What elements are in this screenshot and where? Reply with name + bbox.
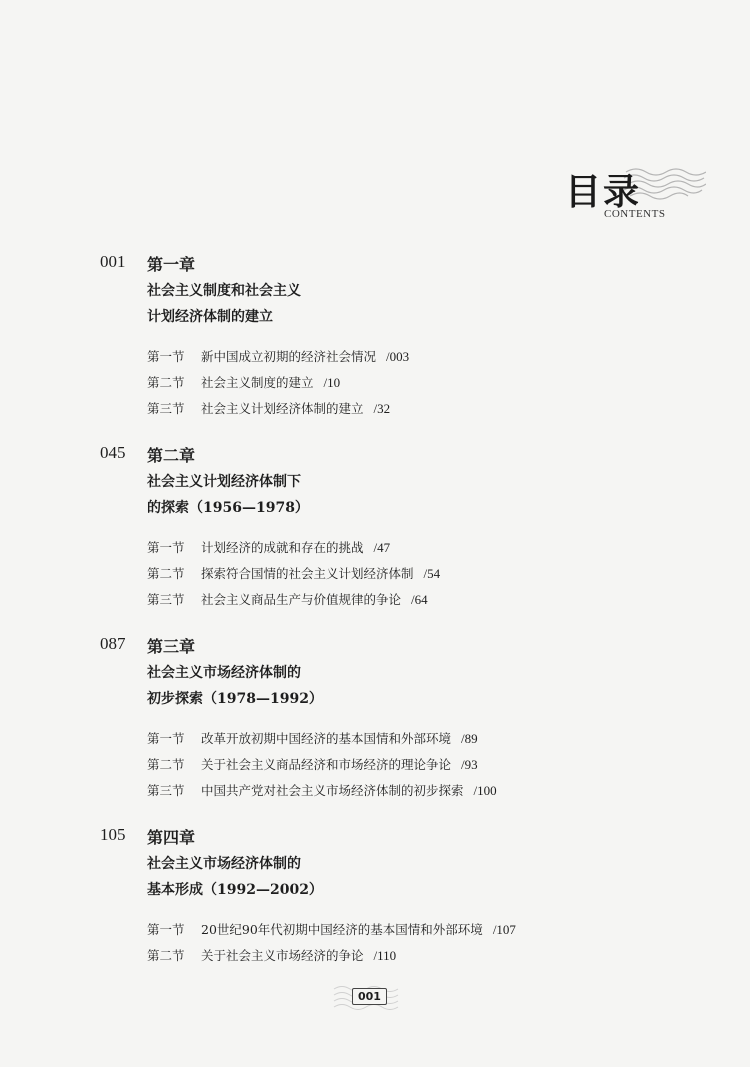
section-item (147, 943, 516, 969)
section-page: /110 (373, 948, 397, 963)
section-page: /107 (492, 922, 516, 937)
chapter-page-number: 001 (100, 252, 126, 271)
section-title: 20世纪90年代初期中国经济的基本国情和外部环境 (201, 922, 483, 937)
section-title: 新中国成立初期的经济社会情况 (201, 349, 377, 364)
chapter-title-line: 基本形成（1992—2002） (147, 882, 323, 898)
page-number-area (332, 981, 402, 1021)
contents-header (562, 158, 712, 230)
chapter-title-line: 社会主义计划经济体制下 (147, 474, 301, 490)
chapter-3 (100, 634, 497, 804)
section-label: 第一节 (147, 540, 185, 555)
section-title: 关于社会主义市场经济的争论 (201, 948, 364, 963)
chapter-label: 第三章 (147, 637, 196, 656)
section-page: /64 (411, 592, 428, 607)
section-label: 第一节 (147, 349, 185, 364)
section-title: 探索符合国情的社会主义计划经济体制 (201, 566, 414, 581)
chapter-title-line: 计划经济体制的建立 (147, 309, 273, 325)
chapter-label: 第四章 (147, 828, 196, 847)
chapter-page-number: 105 (100, 825, 126, 844)
page-title: 目录 (565, 172, 642, 213)
section-page: /003 (386, 349, 410, 364)
section-title: 关于社会主义商品经济和市场经济的理论争论 (201, 757, 452, 772)
section-label: 第二节 (147, 948, 185, 963)
section-title: 社会主义计划经济体制的建立 (201, 401, 364, 416)
chapter-title-line: 社会主义市场经济体制的 (147, 856, 301, 872)
section-label: 第二节 (147, 757, 185, 772)
section-label: 第二节 (147, 375, 185, 390)
section-label: 第三节 (147, 401, 185, 416)
section-item (147, 344, 447, 370)
chapter-title-line: 的探索（1956—1978） (147, 500, 309, 516)
section-title: 改革开放初期中国经济的基本国情和外部环境 (201, 731, 452, 746)
section-page: /93 (461, 757, 478, 772)
section-title: 中国共产党对社会主义市场经济体制的初步探索 (201, 783, 464, 798)
chapter-title-line: 社会主义市场经济体制的 (147, 665, 301, 681)
section-item (147, 370, 447, 396)
section-page: /89 (461, 731, 478, 746)
chapter-1 (100, 252, 447, 422)
chapter-title (147, 278, 447, 330)
chapter-title (147, 469, 447, 521)
section-label: 第一节 (147, 922, 185, 937)
section-label: 第一节 (147, 731, 185, 746)
chapter-label: 第一章 (147, 255, 196, 274)
chapter-page-number: 045 (100, 443, 126, 462)
section-title: 社会主义制度的建立 (201, 375, 314, 390)
section-item (147, 726, 497, 752)
page-number: 001 (352, 988, 387, 1005)
chapter-4 (100, 825, 516, 969)
section-page: /10 (323, 375, 341, 390)
section-label: 第三节 (147, 783, 185, 798)
section-item (147, 561, 447, 587)
section-label: 第二节 (147, 566, 185, 581)
section-page: /100 (473, 783, 497, 798)
chapter-title-line: 社会主义制度和社会主义 (147, 283, 301, 299)
section-item (147, 535, 447, 561)
section-item (147, 752, 497, 778)
section-item (147, 396, 447, 422)
page-subtitle: CONTENTS (604, 208, 666, 220)
section-page: /54 (423, 566, 441, 581)
section-title: 社会主义商品生产与价值规律的争论 (201, 592, 402, 607)
section-label: 第三节 (147, 592, 185, 607)
chapter-title (147, 660, 447, 712)
chapter-2 (100, 443, 447, 613)
chapter-label: 第二章 (147, 446, 196, 465)
section-page: /47 (373, 540, 391, 555)
section-item (147, 587, 447, 613)
section-title: 计划经济的成就和存在的挑战 (201, 540, 364, 555)
section-item (147, 917, 516, 943)
chapter-page-number: 087 (100, 634, 126, 653)
section-page: /32 (373, 401, 391, 416)
chapter-title-line: 初步探索（1978—1992） (147, 691, 323, 707)
section-item (147, 778, 497, 804)
chapter-title (147, 851, 447, 903)
